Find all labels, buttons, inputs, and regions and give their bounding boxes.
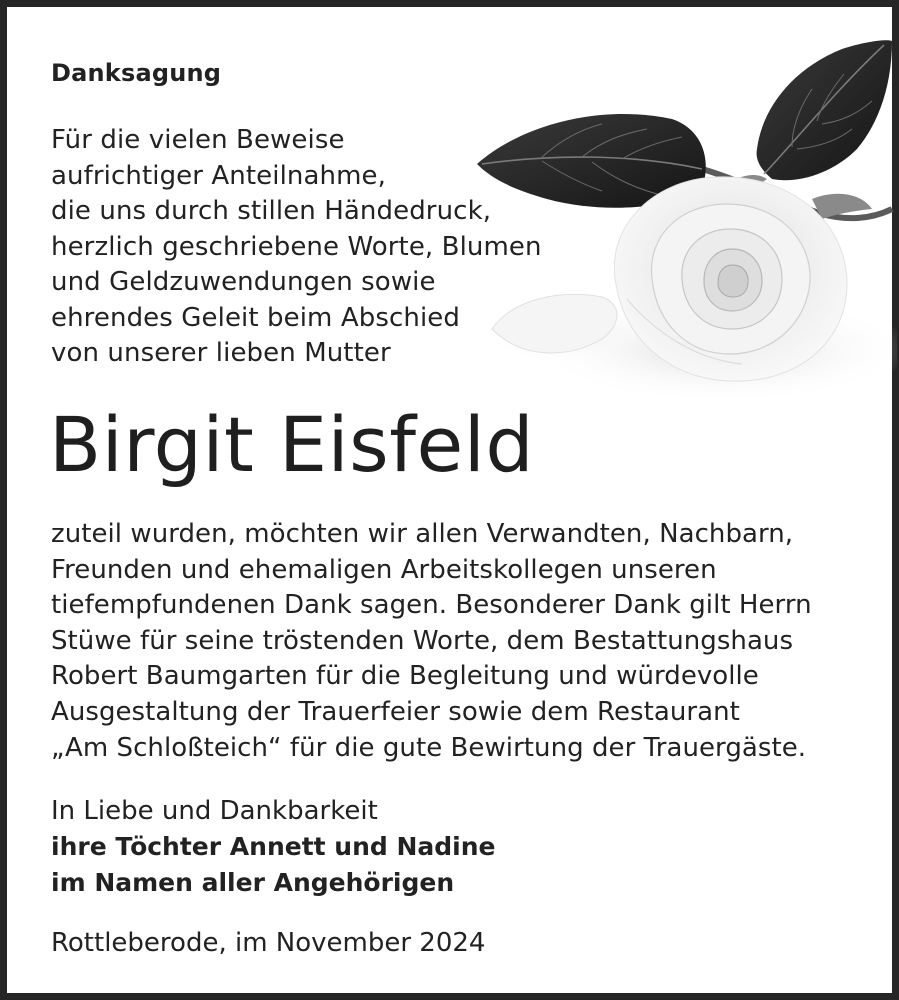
body-line: Stüwe für seine tröstenden Worte, dem Bestattungshaus: [51, 625, 794, 656]
signer-line: ihre Töchter Annett und Nadine: [51, 832, 496, 861]
body-line: Freunden und ehemaligen Arbeitskollegen unseren: [51, 554, 717, 585]
intro-line: die uns durch stillen Händedruck,: [51, 196, 492, 226]
deceased-name: Birgit Eisfeld: [49, 400, 535, 489]
intro-line: Für die vielen Beweise: [51, 125, 345, 155]
signers: [51, 829, 496, 901]
closing-phrase: In Liebe und Dankbarkeit: [51, 796, 378, 826]
intro-line: aufrichtiger Anteilnahme,: [51, 160, 387, 191]
intro-line: herzlich geschriebene Worte, Blumen: [51, 231, 542, 262]
body-line: tiefempfundenen Dank sagen. Besonderer Dank gilt Herrn: [51, 590, 812, 621]
body-text: [51, 517, 812, 766]
notice-heading: Danksagung: [51, 59, 222, 87]
intro-line: ehrendes Geleit beim Abschied: [51, 302, 460, 333]
body-line: Robert Baumgarten für die Begleitung und würdevolle: [51, 661, 759, 692]
place-and-date: Rottleberode, im November 2024: [51, 928, 486, 958]
body-line: zuteil wurden, möchten wir allen Verwandten, Nachbarn,: [51, 519, 794, 549]
body-line: Ausgestaltung der Trauerfeier sowie dem Restaurant: [51, 696, 740, 727]
intro-line: von unserer lieben Mutter: [51, 338, 391, 368]
intro-text: [51, 123, 542, 372]
signer-line: im Namen aller Angehörigen: [51, 868, 455, 897]
body-line: „Am Schloßteich“ für die gute Bewirtung der Trauergäste.: [51, 732, 807, 763]
intro-line: und Geldzuwendungen sowie: [51, 267, 436, 297]
